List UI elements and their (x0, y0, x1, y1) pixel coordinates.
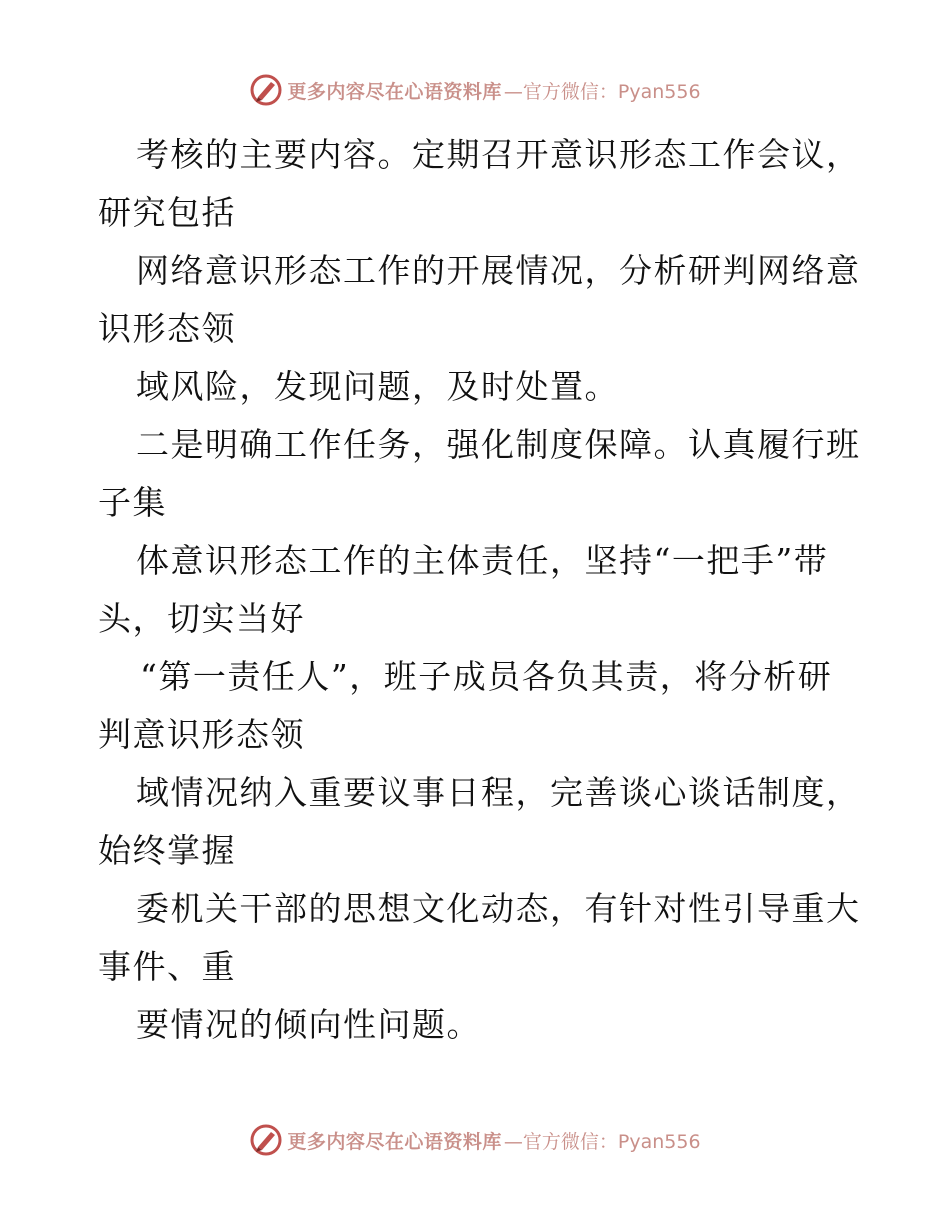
brand-logo-icon (249, 1123, 283, 1157)
body-line: 二是明确工作任务，强化制度保障。认真履行班 (136, 425, 861, 464)
header-banner (0, 70, 950, 110)
header-wechat-text: —官方微信：Pyan556 (503, 80, 701, 103)
body-line: 考核的主要内容。定期召开意识形态工作会议， (136, 135, 861, 174)
body-line: 域风险，发现问题，及时处置。 (136, 367, 619, 406)
body-line: 委机关干部的思想文化动态，有针对性引导重大 (136, 889, 861, 928)
body-line: 识形态领 (98, 309, 236, 348)
body-line: 子集 (98, 483, 167, 522)
footer-wechat-text: —官方微信：Pyan556 (503, 1130, 701, 1153)
body-line: 事件、重 (98, 947, 236, 986)
body-line: 要情况的倾向性问题。 (136, 1005, 481, 1044)
footer-brand-text: 更多内容尽在心语资料库 (287, 1130, 502, 1153)
body-line: 研究包括 (98, 193, 236, 232)
brand-logo-icon (249, 73, 283, 107)
header-brand-text: 更多内容尽在心语资料库 (287, 80, 502, 103)
body-line: 域情况纳入重要议事日程，完善谈心谈话制度， (136, 773, 861, 812)
body-line: 网络意识形态工作的开展情况，分析研判网络意 (136, 251, 861, 290)
body-line: 头，切实当好 (98, 599, 305, 638)
document-body (98, 126, 868, 1054)
body-line: 始终掌握 (98, 831, 236, 870)
body-line: 体意识形态工作的主体责任，坚持“一把手”带 (136, 541, 829, 580)
footer-banner (0, 1120, 950, 1160)
body-line: “第一责任人”，班子成员各负其责，将分析研 (140, 657, 833, 696)
body-line: 判意识形态领 (98, 715, 305, 754)
